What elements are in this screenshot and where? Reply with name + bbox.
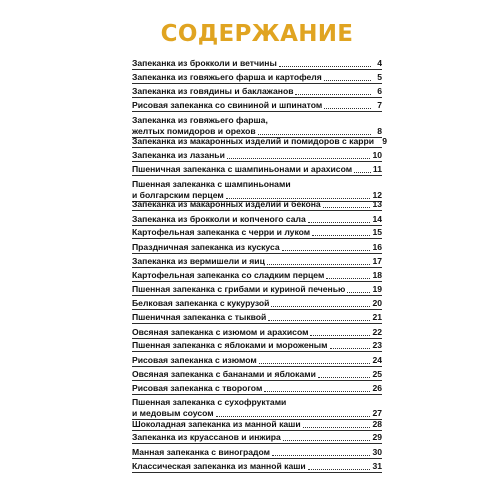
dot-leader <box>279 65 371 67</box>
dot-leader <box>303 426 371 428</box>
dot-leader <box>318 376 371 378</box>
toc-entry[interactable] <box>132 136 388 148</box>
toc-entry[interactable] <box>132 115 382 138</box>
toc-entry-title: Запеканка из говяжьего фарша, <box>132 114 268 125</box>
toc-entry-title: Рисовая запеканка с изюмом <box>132 354 257 365</box>
dot-leader <box>308 221 371 223</box>
toc-entry-title: Пшеничная запеканка с тыквой <box>132 312 267 323</box>
toc-entry[interactable] <box>132 419 382 431</box>
toc-entry-line <box>132 214 382 225</box>
toc-entry[interactable] <box>132 164 382 176</box>
toc-entry-title: Шоколадная запеканка из манной каши <box>132 418 301 429</box>
toc-page-number: 20 <box>372 297 382 308</box>
dot-leader <box>324 79 371 81</box>
toc-entry-line <box>132 115 382 126</box>
toc-page-number: 14 <box>372 213 382 224</box>
toc-page-number: 23 <box>372 340 382 351</box>
toc-entry-line <box>132 86 382 97</box>
dot-leader <box>354 171 371 173</box>
toc-entry-title: Овсяная запеканка с изюмом и арахисом <box>132 326 309 337</box>
toc-page-number: 21 <box>372 312 382 323</box>
toc-entry-line <box>132 447 382 458</box>
toc-page-number: 28 <box>372 418 382 429</box>
toc-entry[interactable] <box>132 214 382 226</box>
toc-entry-line <box>132 432 382 443</box>
toc-entry-title: Запеканка из вермишели и яиц <box>132 256 265 267</box>
dot-leader <box>312 234 370 236</box>
toc-entry-title: Пшенная запеканка с грибами и куриной печенью <box>132 284 346 295</box>
toc-page-number: 10 <box>372 149 382 160</box>
toc-entry[interactable] <box>132 340 382 352</box>
toc-page-number: 9 <box>382 136 388 147</box>
toc-entry-line <box>132 284 382 295</box>
toc-entry-title: и болгарским перцем <box>132 189 224 200</box>
toc-entry-title: Картофельная запеканка со сладким перцем <box>132 269 325 280</box>
dot-leader <box>264 390 370 392</box>
toc-page-number: 16 <box>372 241 382 252</box>
toc-page-number: 27 <box>372 408 382 419</box>
toc-entry-line <box>132 256 382 267</box>
toc-page-number: 13 <box>372 199 382 210</box>
toc-entry-title: Манная запеканка с виноградом <box>132 446 270 457</box>
toc-entry[interactable] <box>132 86 382 98</box>
toc-entry-title: Запеканка из макаронных изделий и помидоров с карри <box>132 136 375 147</box>
toc-entry-line <box>132 199 382 210</box>
dot-leader <box>347 291 370 293</box>
toc-entry-line <box>132 150 382 161</box>
dot-leader <box>271 305 370 307</box>
toc-entry-line <box>132 58 382 69</box>
toc-page-number: 5 <box>377 72 382 83</box>
dot-leader <box>310 334 370 336</box>
toc-entry[interactable] <box>132 447 382 459</box>
dot-leader <box>323 206 371 208</box>
toc-entry-line <box>132 164 382 175</box>
toc-entry-title: Пшенная запеканка с яблоками и мороженым <box>132 340 328 351</box>
dot-leader <box>295 93 371 95</box>
dot-leader <box>258 133 371 135</box>
toc-entry[interactable] <box>132 284 382 296</box>
dot-leader <box>283 439 371 441</box>
dot-leader <box>308 468 371 470</box>
toc-page-number: 17 <box>372 256 382 267</box>
toc-page-number: 30 <box>372 446 382 457</box>
toc-page-number: 24 <box>372 354 382 365</box>
toc-entry-title: Запеканка из брокколи и копченого сала <box>132 213 306 224</box>
toc-page-number: 19 <box>372 284 382 295</box>
toc-entry[interactable] <box>132 327 382 339</box>
toc-page-number: 26 <box>372 383 382 394</box>
toc-entry-line <box>132 419 382 430</box>
toc-page-number: 12 <box>372 189 382 200</box>
toc-page-number: 11 <box>372 164 382 175</box>
toc-entry-title: Пшенная запеканка с сухофруктами <box>132 397 287 408</box>
book-page <box>127 10 387 496</box>
toc-page-number: 29 <box>372 432 382 443</box>
toc-entry-line <box>132 369 382 380</box>
dot-leader <box>272 454 370 456</box>
dot-leader <box>267 263 371 265</box>
dot-leader <box>216 415 371 417</box>
toc-entry-line <box>132 227 382 238</box>
toc-entry-title: Овсяная запеканка с бананами и яблоками <box>132 369 316 380</box>
toc-entry-line <box>132 298 382 309</box>
toc-entry-title: Запеканка из макаронных изделий и бекона <box>132 199 321 210</box>
dot-leader <box>324 107 371 109</box>
toc-entry[interactable] <box>132 256 382 268</box>
toc-entry[interactable] <box>132 270 382 282</box>
toc-entry[interactable] <box>132 312 382 324</box>
toc-entry-line <box>132 327 382 338</box>
toc-entry[interactable] <box>132 355 382 367</box>
toc-entry-line <box>132 100 382 111</box>
toc-entry[interactable] <box>132 242 382 254</box>
toc-entry[interactable] <box>132 199 382 211</box>
dot-leader <box>227 157 371 159</box>
toc-entry[interactable] <box>132 150 382 162</box>
toc-entry-title: Картофельная запеканка с черри и луком <box>132 227 311 238</box>
toc-entry-line <box>132 72 382 83</box>
toc-entry-title: желтых помидоров и орехов <box>132 125 256 136</box>
dot-leader <box>282 249 371 251</box>
toc-entry-line <box>132 383 382 394</box>
toc-entry-title: Запеканка из круассанов и инжира <box>132 432 281 443</box>
toc-entry-line <box>132 136 388 147</box>
toc-entry[interactable] <box>132 72 382 84</box>
toc-entry[interactable] <box>132 369 382 381</box>
toc-page-number: 25 <box>372 369 382 380</box>
toc-entry-title: Запеканка из брокколи и ветчины <box>132 57 277 68</box>
toc-entry-line <box>132 312 382 323</box>
toc-entry-line <box>132 461 382 472</box>
toc-entry[interactable] <box>132 461 382 473</box>
toc-entry-line <box>132 179 382 190</box>
toc-entry-title: и медовым соусом <box>132 408 214 419</box>
toc-entry-title: Белковая запеканка с кукурузой <box>132 297 270 308</box>
dot-leader <box>330 347 371 349</box>
toc-entry-title: Классическая запеканка из манной каши <box>132 460 306 471</box>
toc-entry-title: Запеканка из говядины и баклажанов <box>132 85 294 96</box>
toc-entry-title: Пшенная запеканка с шампиньонами <box>132 178 291 189</box>
toc-entry[interactable] <box>132 432 382 444</box>
toc-page-number: 31 <box>372 460 382 471</box>
toc-entry-line <box>132 355 382 366</box>
toc-entry[interactable] <box>132 298 382 310</box>
toc-entry-line <box>132 340 382 351</box>
toc-entry-title: Рисовая запеканка со свининой и шпинатом <box>132 100 323 111</box>
toc-page-number: 6 <box>377 85 382 96</box>
toc-entry-title: Праздничная запеканка из кускуса <box>132 241 280 252</box>
toc-entry-line <box>132 397 382 408</box>
dot-leader <box>326 277 370 279</box>
toc-page-number: 4 <box>377 57 382 68</box>
toc-entry-title: Запеканка из лазаньи <box>132 149 225 160</box>
toc-entry[interactable] <box>132 227 382 239</box>
toc-entry-title: Пшеничная запеканка с шампиньонами и арахисом <box>132 164 353 175</box>
toc-entry[interactable] <box>132 383 382 395</box>
toc-page-number: 22 <box>372 326 382 337</box>
toc-page-number: 15 <box>372 227 382 238</box>
dot-leader <box>259 362 371 364</box>
page-title: СОДЕРЖАНИЕ <box>160 21 354 47</box>
toc-entry[interactable] <box>132 100 382 112</box>
toc-page-number: 18 <box>372 269 382 280</box>
toc-page-number: 7 <box>377 100 382 111</box>
toc-entry[interactable] <box>132 397 382 420</box>
toc-entry-line <box>132 270 382 281</box>
toc-entry-title: Запеканка из говяжьего фарша и картофеля <box>132 72 322 83</box>
toc-page-number: 8 <box>377 125 382 136</box>
toc-entry-title: Рисовая запеканка с творогом <box>132 383 263 394</box>
toc-entry-line <box>132 242 382 253</box>
dot-leader <box>268 319 370 321</box>
toc-entry[interactable] <box>132 58 382 70</box>
